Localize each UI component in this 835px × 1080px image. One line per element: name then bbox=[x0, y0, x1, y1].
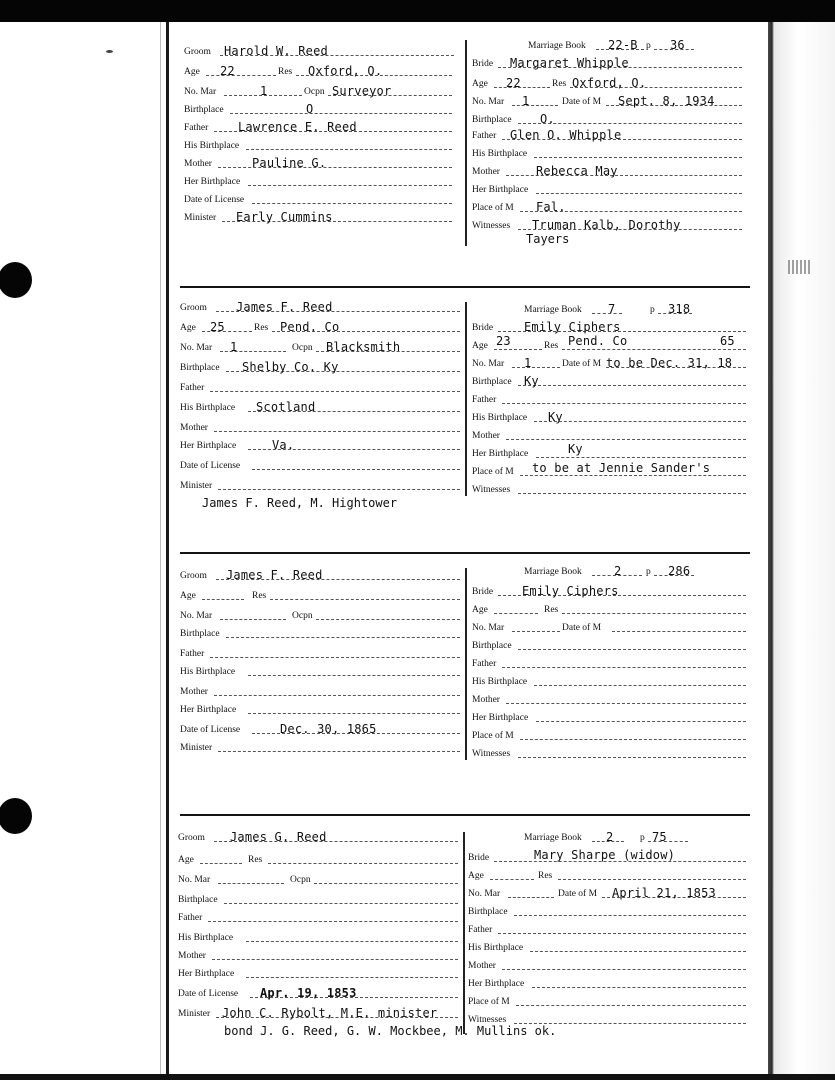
birthplace-label: Birthplace bbox=[178, 895, 218, 905]
res-label: Res bbox=[278, 67, 293, 77]
bride-father-label: Father bbox=[468, 925, 493, 935]
bride-age-label: Age bbox=[468, 871, 484, 881]
bride-no-mar-label: No. Mar bbox=[472, 359, 505, 369]
place-of-m-value: to be at Jennie Sander's bbox=[532, 461, 711, 475]
bride-birthplace-value: Ky bbox=[524, 374, 539, 388]
binder-hole bbox=[0, 798, 32, 834]
bride-birthplace-label: Birthplace bbox=[472, 115, 512, 125]
place-of-m-label: Place of M bbox=[472, 203, 514, 213]
ocpn-value: Surveyor bbox=[332, 84, 392, 98]
her-birthplace-label: Her Birthplace bbox=[180, 705, 237, 715]
marriage-book-value: 7 bbox=[608, 302, 616, 316]
bride-no-mar-value: 1 bbox=[522, 94, 530, 108]
groom-label: Groom bbox=[180, 571, 207, 581]
bride-extra-value: 65 bbox=[720, 334, 735, 348]
age-label: Age bbox=[178, 855, 194, 865]
bride-mother-label: Mother bbox=[472, 431, 500, 441]
father-label: Father bbox=[180, 383, 205, 393]
witnesses-label: Witnesses bbox=[472, 221, 511, 231]
bride-her-birthplace-label: Her Birthplace bbox=[472, 185, 529, 195]
marriage-book-label: Marriage Book bbox=[524, 305, 582, 315]
ocpn-label: Ocpn bbox=[304, 87, 325, 97]
minister-label: Minister bbox=[178, 1009, 211, 1019]
witnesses-label: Witnesses bbox=[468, 1015, 507, 1025]
scan-right-border bbox=[768, 22, 835, 1080]
no-mar-value: 1 bbox=[260, 84, 268, 98]
marriage-record-card bbox=[172, 286, 750, 530]
bride-his-birthplace-label: His Birthplace bbox=[472, 149, 528, 159]
bride-value: Emily Ciphers bbox=[522, 584, 619, 598]
bride-age-label: Age bbox=[472, 79, 488, 89]
bride-res-label: Res bbox=[544, 605, 559, 615]
bride-birthplace-label: Birthplace bbox=[468, 907, 508, 917]
no-mar-value: 1 bbox=[230, 340, 238, 354]
place-of-m-label: Place of M bbox=[472, 467, 514, 477]
card-top-rule bbox=[180, 286, 750, 288]
mother-label: Mother bbox=[180, 687, 208, 697]
age-value: 25 bbox=[210, 320, 225, 334]
bride-label: Bride bbox=[472, 59, 494, 69]
age-label: Age bbox=[184, 67, 200, 77]
ocpn-label: Ocpn bbox=[290, 875, 311, 885]
card-divider bbox=[465, 302, 467, 496]
mother-label: Mother bbox=[178, 951, 206, 961]
page-label: p bbox=[650, 305, 655, 315]
date-of-license-value: Dec. 30, 1865 bbox=[280, 722, 377, 736]
witnesses-continued: Tayers bbox=[526, 232, 570, 246]
groom-value: James F. Reed bbox=[236, 300, 333, 314]
bride-res-label: Res bbox=[552, 79, 567, 89]
record-note: James F. Reed, M. Hightower bbox=[202, 496, 398, 510]
scan-top-border bbox=[0, 0, 835, 22]
groom-label: Groom bbox=[184, 47, 211, 57]
mother-value: Pauline G. bbox=[252, 156, 327, 170]
res-label: Res bbox=[252, 591, 267, 601]
card-divider bbox=[465, 40, 467, 246]
birthplace-label: Birthplace bbox=[180, 629, 220, 639]
place-of-m-value: Fal. bbox=[536, 200, 566, 214]
marriage-record-card bbox=[172, 22, 750, 268]
bride-no-mar-label: No. Mar bbox=[472, 97, 505, 107]
father-label: Father bbox=[178, 913, 203, 923]
groom-value: Harold W. Reed bbox=[224, 44, 328, 58]
page-label: p bbox=[640, 833, 645, 843]
bride-mother-label: Mother bbox=[472, 695, 500, 705]
bride-no-mar-label: No. Mar bbox=[468, 889, 501, 899]
minister-value: Early Cummins bbox=[236, 210, 333, 224]
bride-her-birthplace-label: Her Birthplace bbox=[468, 979, 525, 989]
bride-label: Bride bbox=[472, 587, 494, 597]
birthplace-label: Birthplace bbox=[180, 363, 220, 373]
scan-artifact bbox=[788, 260, 812, 274]
bride-father-value: Glen O. Whipple bbox=[510, 128, 622, 142]
birthplace-label: Birthplace bbox=[184, 105, 224, 115]
father-label: Father bbox=[184, 123, 209, 133]
page-label: p bbox=[646, 567, 651, 577]
bride-no-mar-label: No. Mar bbox=[472, 623, 505, 633]
binder-hole bbox=[0, 262, 32, 298]
her-birthplace-value: Va. bbox=[272, 438, 295, 452]
minister-value: John C. Rybolt, M.E. minister bbox=[222, 1006, 438, 1020]
marriage-book-label: Marriage Book bbox=[524, 833, 582, 843]
ocpn-label: Ocpn bbox=[292, 343, 313, 353]
bride-mother-label: Mother bbox=[468, 961, 496, 971]
date-of-license-label: Date of License bbox=[180, 461, 241, 471]
date-of-license-label: Date of License bbox=[178, 989, 239, 999]
marriage-book-label: Marriage Book bbox=[528, 41, 586, 51]
scan-speck bbox=[106, 50, 113, 53]
bride-res-value: Oxford, O. bbox=[572, 76, 647, 90]
witnesses-label: Witnesses bbox=[472, 485, 511, 495]
groom-value: James F. Reed bbox=[226, 568, 323, 582]
card-top-rule bbox=[180, 814, 750, 816]
marriage-book-value: 2 bbox=[606, 830, 614, 844]
age-value: 22 bbox=[220, 64, 235, 78]
res-label: Res bbox=[254, 323, 269, 333]
bride-res-value: Pend. Co bbox=[568, 334, 628, 348]
place-of-m-label: Place of M bbox=[472, 731, 514, 741]
res-label: Res bbox=[248, 855, 263, 865]
date-of-m-value: Sept. 8, 1934 bbox=[618, 94, 715, 108]
bride-age-value: 22 bbox=[506, 76, 521, 90]
groom-label: Groom bbox=[178, 833, 205, 843]
bride-birthplace-label: Birthplace bbox=[472, 377, 512, 387]
page-value: 36 bbox=[670, 38, 685, 52]
date-of-m-label: Date of M bbox=[562, 359, 602, 369]
bride-father-label: Father bbox=[472, 131, 497, 141]
place-of-m-label: Place of M bbox=[468, 997, 510, 1007]
bride-father-label: Father bbox=[472, 395, 497, 405]
page-left-edge bbox=[166, 22, 169, 1074]
page-value: 318 bbox=[668, 302, 691, 316]
marriage-book-value: 22-B bbox=[608, 38, 638, 52]
res-value: Oxford, O. bbox=[308, 64, 383, 78]
birthplace-value: Shelby Co. Ky bbox=[242, 360, 339, 374]
page-label: p bbox=[646, 41, 651, 51]
witnesses-value: Truman Kalb, Dorothy bbox=[532, 218, 681, 232]
card-divider bbox=[463, 832, 465, 1034]
no-mar-label: No. Mar bbox=[178, 875, 211, 885]
bride-value: Emily Ciphers bbox=[524, 320, 621, 334]
bride-his-birthplace-value: Ky bbox=[548, 410, 563, 424]
bride-age-value: 23 bbox=[496, 334, 511, 348]
date-of-m-label: Date of M bbox=[558, 889, 598, 899]
bride-her-birthplace-label: Her Birthplace bbox=[472, 449, 529, 459]
bride-label: Bride bbox=[468, 853, 490, 863]
his-birthplace-value: Scotland bbox=[256, 400, 316, 414]
mother-label: Mother bbox=[184, 159, 212, 169]
date-of-m-value: to be Dec. 31, 18 bbox=[606, 356, 733, 370]
date-of-m-label: Date of M bbox=[562, 623, 602, 633]
minister-label: Minister bbox=[180, 743, 213, 753]
card-top-rule bbox=[180, 552, 750, 554]
bride-value: Mary Sharpe (widow) bbox=[534, 848, 676, 862]
date-of-m-value: April 21, 1853 bbox=[612, 886, 716, 900]
mother-label: Mother bbox=[180, 423, 208, 433]
witnesses-label: Witnesses bbox=[472, 749, 511, 759]
bride-res-label: Res bbox=[538, 871, 553, 881]
bride-no-mar-value: 1 bbox=[524, 356, 532, 370]
bride-mother-value: Rebecca May bbox=[536, 164, 618, 178]
ocpn-value: Blacksmith bbox=[326, 340, 401, 354]
age-label: Age bbox=[180, 591, 196, 601]
record-note: bond J. G. Reed, G. W. Mockbee, M. Mullins ok. bbox=[224, 1024, 557, 1038]
ocpn-label: Ocpn bbox=[292, 611, 313, 621]
bride-mother-label: Mother bbox=[472, 167, 500, 177]
groom-label: Groom bbox=[180, 303, 207, 313]
no-mar-label: No. Mar bbox=[184, 87, 217, 97]
date-of-license-value: Apr. 19, 1853 bbox=[260, 986, 357, 1000]
his-birthplace-label: His Birthplace bbox=[180, 403, 236, 413]
bride-his-birthplace-label: His Birthplace bbox=[468, 943, 524, 953]
bride-birthplace-value: O. bbox=[540, 112, 555, 126]
father-value: Lawrence E. Reed bbox=[238, 120, 357, 134]
bride-birthplace-label: Birthplace bbox=[472, 641, 512, 651]
bride-her-birthplace-label: Her Birthplace bbox=[472, 713, 529, 723]
his-birthplace-label: His Birthplace bbox=[180, 667, 236, 677]
no-mar-label: No. Mar bbox=[180, 343, 213, 353]
marriage-record-card bbox=[172, 552, 750, 778]
date-of-license-label: Date of License bbox=[184, 195, 245, 205]
marriage-record-card bbox=[172, 814, 750, 1054]
bride-age-label: Age bbox=[472, 341, 488, 351]
minister-label: Minister bbox=[180, 481, 213, 491]
marriage-book-label: Marriage Book bbox=[524, 567, 582, 577]
her-birthplace-label: Her Birthplace bbox=[180, 441, 237, 451]
date-of-license-label: Date of License bbox=[180, 725, 241, 735]
minister-label: Minister bbox=[184, 213, 217, 223]
card-divider bbox=[465, 568, 467, 760]
bride-his-birthplace-label: His Birthplace bbox=[472, 677, 528, 687]
bride-label: Bride bbox=[472, 323, 494, 333]
page-value: 286 bbox=[668, 564, 691, 578]
scan-bottom-border bbox=[0, 1074, 835, 1080]
no-mar-label: No. Mar bbox=[180, 611, 213, 621]
age-label: Age bbox=[180, 323, 196, 333]
date-of-m-label: Date of M bbox=[562, 97, 602, 107]
bride-age-label: Age bbox=[472, 605, 488, 615]
marriage-book-value: 2 bbox=[614, 564, 622, 578]
father-label: Father bbox=[180, 649, 205, 659]
his-birthplace-label: His Birthplace bbox=[184, 141, 240, 151]
bride-his-birthplace-label: His Birthplace bbox=[472, 413, 528, 423]
page-edge-shadow bbox=[160, 22, 161, 1074]
res-value: Pend. Co bbox=[280, 320, 340, 334]
bride-value: Margaret Whipple bbox=[510, 56, 629, 70]
her-birthplace-label: Her Birthplace bbox=[178, 969, 235, 979]
her-birthplace-label: Her Birthplace bbox=[184, 177, 241, 187]
his-birthplace-label: His Birthplace bbox=[178, 933, 234, 943]
bride-her-birthplace-value: Ky bbox=[568, 442, 583, 456]
birthplace-value: O bbox=[306, 102, 314, 116]
groom-value: James G. Reed bbox=[230, 830, 327, 844]
bride-father-label: Father bbox=[472, 659, 497, 669]
bride-res-label: Res bbox=[544, 341, 559, 351]
page-value: 75 bbox=[652, 830, 667, 844]
